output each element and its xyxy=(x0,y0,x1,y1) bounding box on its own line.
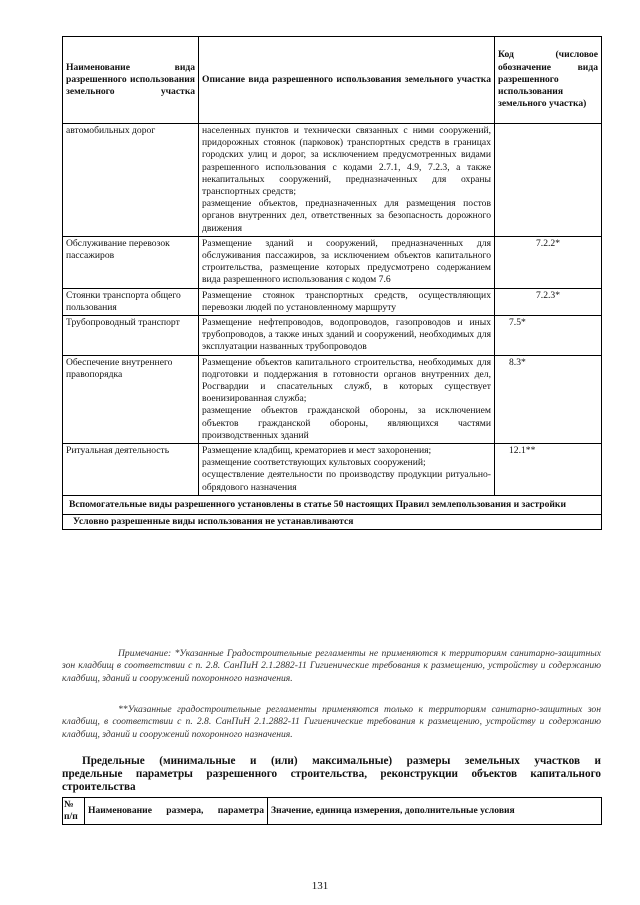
params-header-num: № п/п xyxy=(63,798,85,825)
row-code: 12.1** xyxy=(495,444,602,496)
footnote-2: **Указанные градостроительные регламенты применяются только к территориям санитарно-защитных зон кладбищ, в соответствии с п. 2.8. СанПиН 2.1.2882-11 Гигиенические требования к размещению, устройству и содержанию кладбищ, зданий и сооружений похоронного назначения. xyxy=(62,704,601,740)
header-description: Описание вида разрешенного использования земельного участка xyxy=(199,37,495,124)
auxiliary-uses-text: Вспомогательные виды разрешенного установлены в статье 50 настоящих Правил землепользования и застройки xyxy=(63,495,602,514)
header-name: Наименование вида разрешенного использования земельного участка xyxy=(63,37,199,124)
table-row xyxy=(63,355,602,443)
row-code: 7.5* xyxy=(495,316,602,356)
table-row xyxy=(63,316,602,356)
table-row xyxy=(63,124,602,237)
params-title-rest: предельные параметры разрешенного строительства, реконструкции объектов капитального строительства xyxy=(62,768,601,793)
page-number: 131 xyxy=(311,880,329,892)
row-code: 7.2.2* xyxy=(495,236,602,288)
header-code: Код (числовое обозначение вида разрешенного использования земельного участка) xyxy=(495,37,602,124)
params-title-line1: Предельные (минимальные и (или) максимальные) размеры земельных участков и xyxy=(82,755,601,767)
row-name: Ритуальная деятельность xyxy=(63,444,199,496)
row-description: Размещение объектов капитального строительства, необходимых для подготовки и поддержания в готовности органов внутренних дел, Росгвардии и спасательных служб, в которых существует военизированная служба; размещение объектов гражданской обороны, за исключением объектов гражданской обороны, являющихся частями производственных зданий xyxy=(199,355,495,443)
row-code xyxy=(495,124,602,237)
row-name: Стоянки транспорта общего пользования xyxy=(63,288,199,315)
conditional-uses-text: Условно разрешенные виды использования не устанавливаются xyxy=(63,515,602,530)
row-name: Обеспечение внутреннего правопорядка xyxy=(63,355,199,443)
row-description: Размещение стоянок транспортных средств, осуществляющих перевозки людей по установленному маршруту xyxy=(199,288,495,315)
row-name: Трубопроводный транспорт xyxy=(63,316,199,356)
conditional-uses-row xyxy=(63,515,602,530)
row-name: Обслуживание перевозок пассажиров xyxy=(63,236,199,288)
row-description: населенных пунктов и технически связанных с ними сооружений, придорожных стоянок (парковок) транспортных средств в границах городских улиц и дорог, за исключением предусмотренных видами разрешенного использования с кодами 2.7.1, 4.9, 7.2.3, а также некапитальных сооружений, предназначенных для охраны транспортных средств; размещение объектов, предназначенных для размещения постов органов внутренних дел, ответственных за безопасность дорожного движения xyxy=(199,124,495,237)
params-header-name: Наименование размера, параметра xyxy=(85,798,268,825)
table-header-row xyxy=(63,37,602,124)
row-description: Размещение нефтепроводов, водопроводов, газопроводов и иных трубопроводов, а также иных зданий и сооружений, необходимых для эксплуатации названных трубопроводов xyxy=(199,316,495,356)
row-code: 8.3* xyxy=(495,355,602,443)
params-section-title xyxy=(62,755,601,794)
row-name: автомобильных дорог xyxy=(63,124,199,237)
land-use-table xyxy=(62,36,602,530)
table-row xyxy=(63,236,602,288)
params-header-row xyxy=(63,798,602,825)
row-code: 7.2.3* xyxy=(495,288,602,315)
footnote-1: Примечание: *Указанные Градостроительные регламенты не применяются к территориям санитарно-защитных зон кладбищ в соответствии с п. 2.8. СанПиН 2.1.2882-11 Гигиенические требования к размещению, устройству и содержанию кладбищ, зданий и сооружений похоронного назначения. xyxy=(62,648,601,684)
params-header-value: Значение, единица измерения, дополнительные условия xyxy=(268,798,602,825)
table-row xyxy=(63,288,602,315)
params-table xyxy=(62,797,602,825)
table-row xyxy=(63,444,602,496)
auxiliary-uses-row xyxy=(63,495,602,514)
row-description: Размещение кладбищ, крематориев и мест захоронения; размещение соответствующих культовых сооружений; осуществление деятельности по производству продукции ритуально-обрядового назначения xyxy=(199,444,495,496)
row-description: Размещение зданий и сооружений, предназначенных для обслуживания пассажиров, за исключением объектов капитального строительства, размещение которых предусмотрено содержанием вида разрешенного использования с кодом 7.6 xyxy=(199,236,495,288)
